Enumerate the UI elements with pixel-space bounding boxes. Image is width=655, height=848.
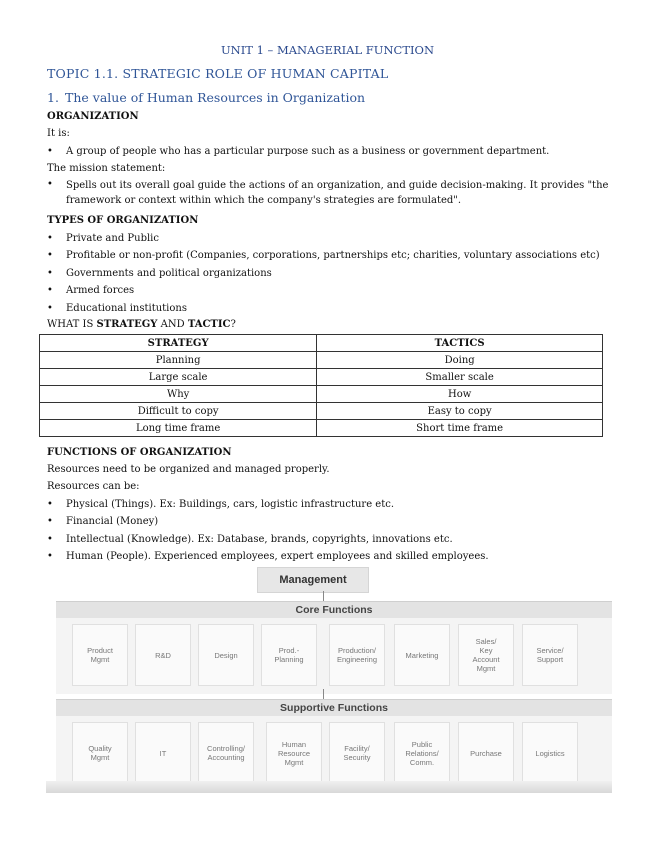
bullet-icon: • — [47, 534, 53, 545]
table-cell: Easy to copy — [317, 403, 603, 420]
bullet-icon: • — [47, 499, 53, 510]
table-row — [40, 420, 603, 437]
core-function-box: Service/ Support — [522, 624, 578, 686]
strategy-question: WHAT IS STRATEGY AND TACTIC? — [47, 319, 236, 330]
support-function-box: Facility/ Security — [329, 722, 385, 784]
support-function-box: Logistics — [522, 722, 578, 784]
table-cell: Long time frame — [40, 420, 317, 437]
core-function-box: R&D — [135, 624, 191, 686]
connector-line — [323, 689, 324, 699]
types-heading: TYPES OF ORGANIZATION — [47, 215, 199, 226]
bullet-icon: • — [47, 233, 53, 244]
diagram-shadow — [46, 781, 612, 793]
table-cell: Why — [40, 386, 317, 403]
functions-line1: Resources need to be organized and managed properly. — [47, 464, 330, 475]
support-function-box: IT — [135, 722, 191, 784]
table-cell: Doing — [317, 352, 603, 369]
functions-line2: Resources can be: — [47, 481, 140, 492]
strategy-tactics-table — [39, 334, 603, 437]
table-row — [40, 403, 603, 420]
bullet-icon: • — [47, 179, 53, 190]
section-number: 1. — [47, 90, 59, 105]
column-header: STRATEGY — [40, 335, 317, 352]
bullet-icon: • — [47, 303, 53, 314]
support-function-box: Human Resource Mgmt — [266, 722, 322, 784]
core-function-box: Design — [198, 624, 254, 686]
functions-heading: FUNCTIONS OF ORGANIZATION — [47, 447, 232, 458]
table-cell: How — [317, 386, 603, 403]
functions-diagram — [46, 567, 612, 793]
it-is-label: It is: — [47, 128, 70, 139]
bullet-icon: • — [47, 268, 53, 279]
core-function-box: Production/ Engineering — [329, 624, 385, 686]
section-heading — [47, 90, 365, 105]
table-row — [40, 369, 603, 386]
table-cell: Planning — [40, 352, 317, 369]
support-function-box: Purchase — [458, 722, 514, 784]
column-header: TACTICS — [317, 335, 603, 352]
table-cell: Smaller scale — [317, 369, 603, 386]
core-functions-row — [56, 618, 612, 694]
topic-title: TOPIC 1.1. STRATEGIC ROLE OF HUMAN CAPITAL — [47, 66, 389, 81]
mission-label: The mission statement: — [47, 163, 166, 174]
bullet-icon: • — [47, 516, 53, 527]
table-cell: Large scale — [40, 369, 317, 386]
core-function-box: Product Mgmt — [72, 624, 128, 686]
support-function-box: Quality Mgmt — [72, 722, 128, 784]
section-title: The value of Human Resources in Organization — [65, 90, 366, 105]
support-function-box: Public Relations/ Comm. — [394, 722, 450, 784]
table-header-row — [40, 335, 603, 352]
bullet-icon: • — [47, 250, 53, 261]
core-function-box: Sales/ Key Account Mgmt — [458, 624, 514, 686]
bullet-icon: • — [47, 285, 53, 296]
management-box: Management — [257, 567, 369, 593]
bullet-icon: • — [47, 551, 53, 562]
table-row — [40, 352, 603, 369]
core-function-box: Prod.- Planning — [261, 624, 317, 686]
bullet-icon: • — [47, 146, 53, 157]
table-cell: Difficult to copy — [40, 403, 317, 420]
core-function-box: Marketing — [394, 624, 450, 686]
connector-line — [323, 591, 324, 601]
core-functions-band: Core Functions — [56, 601, 612, 618]
table-row — [40, 386, 603, 403]
supportive-functions-band: Supportive Functions — [56, 699, 612, 716]
table-cell: Short time frame — [317, 420, 603, 437]
unit-title: UNIT 1 – MANAGERIAL FUNCTION — [220, 43, 435, 57]
organization-heading: ORGANIZATION — [47, 111, 139, 122]
support-function-box: Controlling/ Accounting — [198, 722, 254, 784]
